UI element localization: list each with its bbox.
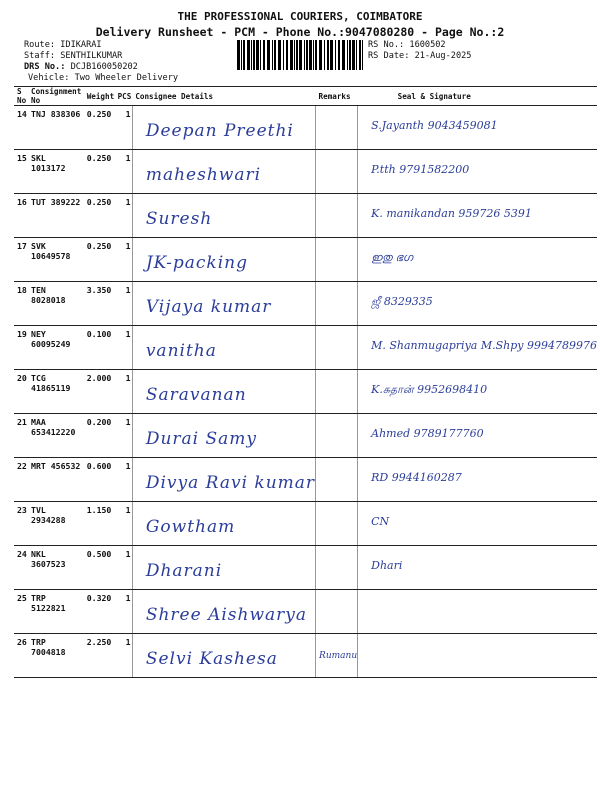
weight-value: 0.250 bbox=[86, 109, 112, 119]
consignee-handwritten-name: Gowtham bbox=[145, 517, 236, 537]
pcs-cell bbox=[115, 326, 133, 370]
company-title: THE PROFESSIONAL COURIERS, COIMBATORE bbox=[177, 10, 423, 23]
cno-value: TVL 2934288 bbox=[31, 505, 66, 525]
consignee-cell bbox=[132, 458, 315, 502]
consignment-no-cell bbox=[28, 458, 84, 502]
route-text: Route: IDIKARAI bbox=[24, 40, 102, 50]
s-no-cell bbox=[14, 546, 28, 590]
remarks-cell bbox=[316, 634, 358, 678]
remarks-cell bbox=[316, 502, 358, 546]
pcs-cell bbox=[115, 238, 133, 282]
consignee-cell bbox=[132, 326, 315, 370]
s-no-cell bbox=[14, 458, 28, 502]
weight-cell bbox=[84, 282, 115, 326]
barcode-bar bbox=[247, 40, 250, 70]
remarks-cell bbox=[316, 458, 358, 502]
barcode-bar bbox=[342, 40, 345, 70]
signature-cell bbox=[358, 282, 597, 326]
col-consignee: Consignee Details bbox=[132, 87, 315, 106]
rs-number: RS No.: 1600502 bbox=[368, 40, 446, 50]
pcs-cell bbox=[115, 370, 133, 414]
signature-handwritten: P.tth 9791582200 bbox=[371, 163, 470, 176]
barcode-bar bbox=[335, 40, 336, 70]
barcode-bar bbox=[315, 40, 317, 70]
consignee-cell bbox=[132, 502, 315, 546]
weight-value: 0.250 bbox=[86, 197, 112, 207]
pcs-cell bbox=[115, 634, 133, 678]
consignee-handwritten-name: Selvi Kashesa bbox=[145, 649, 278, 669]
sno-value: 18 bbox=[17, 285, 27, 295]
sno-value: 17 bbox=[17, 241, 27, 251]
s-no-cell bbox=[14, 414, 28, 458]
consignee-cell bbox=[132, 590, 315, 634]
weight-cell bbox=[84, 502, 115, 546]
pcs-cell bbox=[115, 590, 133, 634]
runsheet-subtitle: Delivery Runsheet - PCM - Phone No.:9047080280 - Page No.:2 bbox=[95, 25, 505, 39]
sno-value: 20 bbox=[17, 373, 27, 383]
cno-value: SVK 10649578 bbox=[31, 241, 71, 261]
weight-cell bbox=[84, 590, 115, 634]
remarks-cell bbox=[316, 150, 358, 194]
weight-cell bbox=[84, 634, 115, 678]
weight-cell bbox=[84, 370, 115, 414]
remarks-cell bbox=[316, 590, 358, 634]
s-no-cell bbox=[14, 282, 28, 326]
barcode-bar bbox=[324, 40, 325, 70]
consignment-no-cell bbox=[28, 414, 84, 458]
weight-cell bbox=[84, 414, 115, 458]
consignee-handwritten-name: Divya Ravi kumar bbox=[145, 473, 316, 493]
pcs-cell bbox=[115, 414, 133, 458]
barcode-bar bbox=[241, 40, 242, 70]
barcode-bar bbox=[359, 40, 361, 70]
table-row bbox=[14, 634, 597, 678]
pcs-value: 1 bbox=[125, 285, 131, 295]
table-row bbox=[14, 326, 597, 370]
pcs-cell bbox=[115, 458, 133, 502]
signature-cell bbox=[358, 634, 597, 678]
barcode-bar bbox=[267, 40, 270, 70]
consignment-no-cell bbox=[28, 194, 84, 238]
consignee-cell bbox=[132, 238, 315, 282]
sno-value: 16 bbox=[17, 197, 27, 207]
s-no-cell bbox=[14, 106, 28, 150]
sno-value: 25 bbox=[17, 593, 27, 603]
weight-value: 0.320 bbox=[86, 593, 112, 603]
cno-value: TEN 8028018 bbox=[31, 285, 66, 305]
barcode-bar bbox=[327, 40, 329, 70]
consignment-no-cell bbox=[28, 634, 84, 678]
cno-value: TNJ 838306 bbox=[31, 109, 81, 119]
barcode-bar bbox=[304, 40, 305, 70]
sno-value: 26 bbox=[17, 637, 27, 647]
consignee-handwritten-name: maheshwari bbox=[145, 165, 262, 185]
consignee-cell bbox=[132, 546, 315, 590]
consignment-no-cell bbox=[28, 546, 84, 590]
weight-cell bbox=[84, 150, 115, 194]
barcode-bar bbox=[319, 40, 322, 70]
sno-value: 23 bbox=[17, 505, 27, 515]
signature-handwritten: ഇതു ഭഗ bbox=[371, 251, 413, 264]
pcs-value: 1 bbox=[125, 109, 131, 119]
sno-value: 19 bbox=[17, 329, 27, 339]
signature-cell bbox=[358, 326, 597, 370]
signature-cell bbox=[358, 106, 597, 150]
barcode-bar bbox=[278, 40, 281, 70]
sno-value: 21 bbox=[17, 417, 27, 427]
table-row bbox=[14, 546, 597, 590]
signature-cell bbox=[358, 194, 597, 238]
weight-value: 2.250 bbox=[86, 637, 112, 647]
pcs-value: 1 bbox=[125, 241, 131, 251]
pcs-cell bbox=[115, 150, 133, 194]
pcs-value: 1 bbox=[125, 505, 131, 515]
signature-cell bbox=[358, 238, 597, 282]
pcs-value: 1 bbox=[125, 329, 131, 339]
table-row bbox=[14, 150, 597, 194]
sno-value: 24 bbox=[17, 549, 27, 559]
cno-value: TUT 389222 bbox=[31, 197, 81, 207]
drs-label: DRS No.: bbox=[24, 62, 66, 72]
s-no-cell bbox=[14, 194, 28, 238]
consignee-handwritten-name: Shree Aishwarya bbox=[145, 605, 308, 625]
consignee-handwritten-name: Vijaya kumar bbox=[145, 297, 272, 317]
remarks-cell bbox=[316, 414, 358, 458]
barcode-bar bbox=[260, 40, 261, 70]
barcode-bar bbox=[349, 40, 351, 70]
sno-value: 14 bbox=[17, 109, 27, 119]
weight-value: 0.200 bbox=[86, 417, 112, 427]
consignee-cell bbox=[132, 106, 315, 150]
sno-value: 15 bbox=[17, 153, 27, 163]
signature-cell bbox=[358, 150, 597, 194]
consignment-no-cell bbox=[28, 370, 84, 414]
signature-cell bbox=[358, 590, 597, 634]
s-no-cell bbox=[14, 634, 28, 678]
consignee-handwritten-name: JK-packing bbox=[145, 253, 248, 273]
weight-value: 3.350 bbox=[86, 285, 112, 295]
barcode-bar bbox=[330, 40, 333, 70]
drs-value: DCJB160050202 bbox=[70, 62, 138, 72]
cno-value: SKL 1013172 bbox=[31, 153, 66, 173]
table-row bbox=[14, 502, 597, 546]
s-no-cell bbox=[14, 590, 28, 634]
consignee-handwritten-name: Dharani bbox=[145, 561, 223, 581]
barcode-bar bbox=[253, 40, 255, 70]
remarks-cell bbox=[316, 238, 358, 282]
consignee-handwritten-name: vanitha bbox=[145, 341, 217, 361]
consignment-no-cell bbox=[28, 502, 84, 546]
barcode-bar bbox=[272, 40, 273, 70]
remarks-cell bbox=[316, 106, 358, 150]
consignment-no-cell bbox=[28, 282, 84, 326]
pcs-value: 1 bbox=[125, 153, 131, 163]
barcode-bar bbox=[237, 40, 240, 70]
pcs-value: 1 bbox=[125, 373, 131, 383]
s-no-cell bbox=[14, 326, 28, 370]
barcode-bar bbox=[362, 40, 363, 70]
pcs-cell bbox=[115, 546, 133, 590]
weight-value: 0.600 bbox=[86, 461, 112, 471]
signature-handwritten: S.Jayanth 9043459081 bbox=[371, 119, 498, 132]
barcode-bar bbox=[352, 40, 355, 70]
remarks-cell bbox=[316, 546, 358, 590]
barcode-bar bbox=[313, 40, 314, 70]
weight-value: 2.000 bbox=[86, 373, 112, 383]
cno-value: TRP 7004818 bbox=[31, 637, 66, 657]
barcode-bar bbox=[263, 40, 265, 70]
weight-cell bbox=[84, 106, 115, 150]
consignee-handwritten-name: Deepan Preethi bbox=[145, 121, 294, 141]
consignment-no-cell bbox=[28, 106, 84, 150]
pcs-cell bbox=[115, 502, 133, 546]
barcode-bar bbox=[356, 40, 357, 70]
signature-handwritten: Ahmed 9789177760 bbox=[371, 427, 484, 440]
consignee-handwritten-name: Durai Samy bbox=[145, 429, 258, 449]
s-no-cell bbox=[14, 238, 28, 282]
barcode-bar bbox=[243, 40, 245, 70]
cno-value: NEY 60095249 bbox=[31, 329, 71, 349]
signature-handwritten: K.சுதான் 9952698410 bbox=[371, 383, 488, 396]
consignee-cell bbox=[132, 634, 315, 678]
consignment-no-cell bbox=[28, 326, 84, 370]
consignee-cell bbox=[132, 414, 315, 458]
barcode-bar bbox=[306, 40, 308, 70]
signature-cell bbox=[358, 502, 597, 546]
weight-value: 0.500 bbox=[86, 549, 112, 559]
rs-date: RS Date: 21-Aug-2025 bbox=[368, 51, 472, 61]
cno-value: NKL 3607523 bbox=[31, 549, 66, 569]
signature-cell bbox=[358, 414, 597, 458]
staff-text: Staff: SENTHILKUMAR bbox=[24, 51, 123, 61]
remarks-cell bbox=[316, 282, 358, 326]
sno-value: 22 bbox=[17, 461, 27, 471]
remarks-cell bbox=[316, 194, 358, 238]
weight-cell bbox=[84, 546, 115, 590]
cno-value: MAA 653412220 bbox=[31, 417, 76, 437]
signature-handwritten: RD 9944160287 bbox=[371, 471, 462, 484]
barcode-bar bbox=[286, 40, 288, 70]
weight-value: 0.250 bbox=[86, 153, 112, 163]
signature-handwritten: K. manikandan 959726 5391 bbox=[371, 207, 532, 220]
pcs-value: 1 bbox=[125, 593, 131, 603]
barcode-bar bbox=[251, 40, 252, 70]
consignment-no-cell bbox=[28, 238, 84, 282]
table-row bbox=[14, 106, 597, 150]
drs-number bbox=[24, 62, 138, 72]
consignee-handwritten-name: Suresh bbox=[145, 209, 213, 229]
col-signature: Seal & Signature bbox=[358, 87, 597, 106]
barcode-bar bbox=[283, 40, 284, 70]
pcs-value: 1 bbox=[125, 197, 131, 207]
barcode-bar bbox=[294, 40, 295, 70]
barcode-bar bbox=[338, 40, 340, 70]
barcode-bar bbox=[290, 40, 293, 70]
remarks-cell bbox=[316, 326, 358, 370]
barcode-bar bbox=[296, 40, 298, 70]
table-row bbox=[14, 590, 597, 634]
vehicle-text: Vehicle: Two Wheeler Delivery bbox=[28, 73, 179, 83]
table-row bbox=[14, 414, 597, 458]
consignment-no-cell bbox=[28, 150, 84, 194]
barcode-bar bbox=[274, 40, 276, 70]
consignee-cell bbox=[132, 150, 315, 194]
cno-value: TCG 41865119 bbox=[31, 373, 71, 393]
consignee-handwritten-name: Saravanan bbox=[145, 385, 247, 405]
col-remarks: Remarks bbox=[316, 87, 358, 106]
signature-cell bbox=[358, 546, 597, 590]
pcs-cell bbox=[115, 282, 133, 326]
table-row bbox=[14, 370, 597, 414]
col-sno: S No bbox=[14, 87, 28, 106]
runsheet-table bbox=[14, 86, 597, 678]
remarks-cell bbox=[316, 370, 358, 414]
table-row bbox=[14, 458, 597, 502]
s-no-cell bbox=[14, 502, 28, 546]
barcode-icon bbox=[237, 40, 363, 70]
weight-cell bbox=[84, 194, 115, 238]
col-consignment: Consignment No bbox=[28, 87, 84, 106]
weight-value: 0.100 bbox=[86, 329, 112, 339]
consignee-cell bbox=[132, 370, 315, 414]
signature-handwritten: Dhari bbox=[371, 559, 403, 572]
weight-cell bbox=[84, 458, 115, 502]
col-pcs: PCS bbox=[115, 87, 133, 106]
barcode-bar bbox=[347, 40, 348, 70]
signature-handwritten: CN bbox=[371, 515, 390, 528]
weight-value: 0.250 bbox=[86, 241, 112, 251]
signature-handwritten: ஜீ 8329335 bbox=[371, 295, 433, 308]
remarks-handwritten: Rumanu bbox=[319, 651, 358, 661]
signature-handwritten: M. Shanmugapriya M.Shpy 9994789976 bbox=[371, 339, 597, 352]
pcs-cell bbox=[115, 106, 133, 150]
table-row bbox=[14, 282, 597, 326]
signature-cell bbox=[358, 458, 597, 502]
col-weight: Weight bbox=[84, 87, 115, 106]
s-no-cell bbox=[14, 150, 28, 194]
table-header-row bbox=[14, 87, 597, 106]
barcode-bar bbox=[299, 40, 302, 70]
weight-value: 1.150 bbox=[86, 505, 112, 515]
pcs-value: 1 bbox=[125, 637, 131, 647]
consignee-cell bbox=[132, 194, 315, 238]
weight-cell bbox=[84, 238, 115, 282]
pcs-value: 1 bbox=[125, 417, 131, 427]
barcode-bar bbox=[256, 40, 259, 70]
pcs-value: 1 bbox=[125, 549, 131, 559]
cno-value: MRT 456532 bbox=[31, 461, 81, 471]
table-row bbox=[14, 238, 597, 282]
pcs-cell bbox=[115, 194, 133, 238]
pcs-value: 1 bbox=[125, 461, 131, 471]
barcode-bar bbox=[309, 40, 312, 70]
consignee-cell bbox=[132, 282, 315, 326]
signature-cell bbox=[358, 370, 597, 414]
s-no-cell bbox=[14, 370, 28, 414]
consignment-no-cell bbox=[28, 590, 84, 634]
cno-value: TRP 5122821 bbox=[31, 593, 66, 613]
weight-cell bbox=[84, 326, 115, 370]
table-row bbox=[14, 194, 597, 238]
